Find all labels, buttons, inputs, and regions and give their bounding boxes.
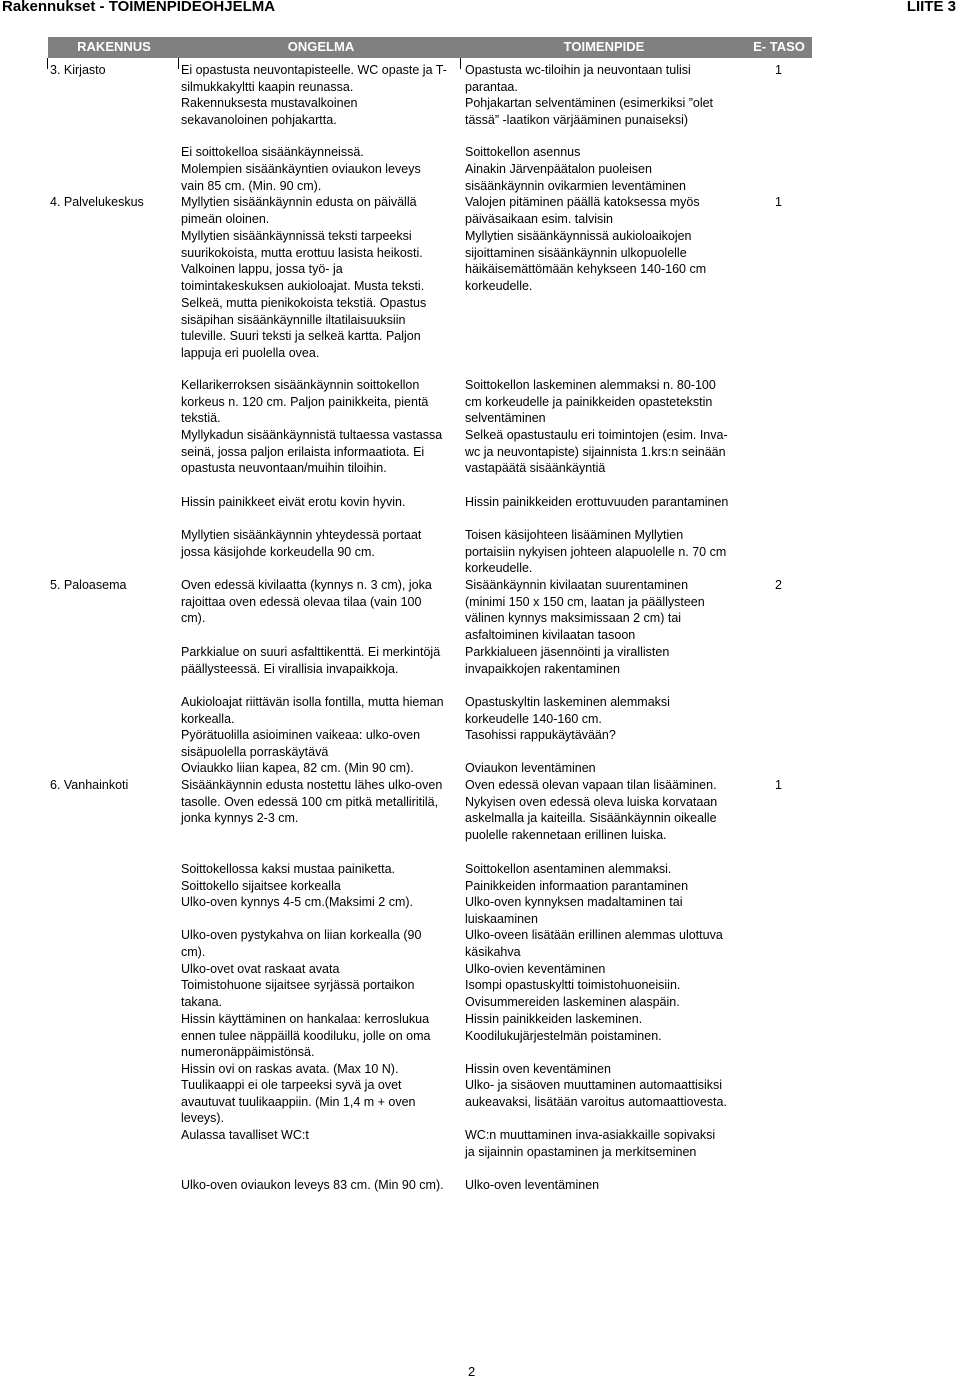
problem-text: Ulko-oven kynnys 4-5 cm.(Maksimi 2 cm). <box>181 895 413 909</box>
action-text: Sisäänkäynnin kivilaatan suurentaminen (minimi 150 x 150 cm, laatan ja päällysteen välinen kynnys maksimissaan 2 cm) tai asfaltoiminen kivilaatan tasoon <box>465 578 705 643</box>
action-text: Soittokellon laskeminen alemmaksi n. 80-100 cm korkeudelle ja painikkeiden opastetekstin selventäminen <box>465 378 716 426</box>
action-text: Ulko-oven leventäminen <box>465 1178 600 1192</box>
building-vanhainkoti: 6. Vanhainkoti <box>50 778 129 792</box>
action-text: Ainakin Järvenpäätalon puoleisen sisäänkäynnin ovikarmien leventäminen <box>465 162 686 193</box>
column-header-level: E- TASO <box>753 39 805 54</box>
action-text: Hissin oven keventäminen <box>465 1062 611 1076</box>
problem-text: Soittokellossa kaksi mustaa painiketta. Soittokello sijaitsee korkealla <box>181 862 395 893</box>
e-level: 1 <box>775 63 782 77</box>
problem-text: Ei opastusta neuvontapisteelle. WC opaste ja T- silmukkakyltti kaapin reunassa. <box>181 63 447 94</box>
problem-text: Ulko-oven oviaukon leveys 83 cm. (Min 90 cm). <box>181 1178 444 1192</box>
building-palvelukeskus: 4. Palvelukeskus <box>50 195 144 209</box>
table-divider <box>460 58 461 69</box>
problem-text: Myllytien sisäänkäynnin edusta on päivällä pimeän oloinen. <box>181 195 417 226</box>
problem-text: Rakennuksesta mustavalkoinen sekavanoloinen pohjakartta. <box>181 96 358 127</box>
problem-text: Oviaukko liian kapea, 82 cm. (Min 90 cm). <box>181 761 414 775</box>
action-text: Oven edessä olevan vapaan tilan lisääminen. Nykyisen oven edessä oleva luiska korvataan askelmalla ja kaiteilla. Sisäänkäynnin oikealle puolelle rakennetaan erillinen luiska. <box>465 778 718 843</box>
problem-text: Myllytien sisäänkäynnissä teksti tarpeeksi suurikokoista, mutta erottuu lasista heikosti. Valkoinen lappu, jossa työ- ja toimintakeskuksen aukioloajat. Musta teksti. Selkeä, mutta pienikokoista tekstiä. Opastus sisäpihan sisäänkäynnille iltatilaisuuksiin tuleville. Suuri teksti ja selkeä kartta. Paljon lappuja eri puolella ovea. <box>181 229 427 360</box>
problem-text: Toimistohuone sijaitsee syrjässä portaikon takana. <box>181 978 415 1009</box>
document-title: Rakennukset - TOIMENPIDEOHJELMA <box>2 0 276 15</box>
column-header-problem: ONGELMA <box>287 39 355 54</box>
action-text: Ulko- ja sisäoven muuttaminen automaattisiksi aukeavaksi, lisätään varoitus automaattiovesta. <box>465 1078 727 1109</box>
action-text: WC:n muuttaminen inva-asiakkaille sopivaksi ja sijainnin opastaminen ja merkitseminen <box>465 1128 716 1159</box>
page-number: 2 <box>468 1364 476 1379</box>
problem-text: Molempien sisäänkäyntien oviaukon leveys vain 85 cm. (Min. 90 cm). <box>181 162 421 193</box>
problem-text: Aulassa tavalliset WC:t <box>181 1128 309 1142</box>
table-header <box>48 37 812 58</box>
action-text: Parkkialueen jäsennöinti ja virallisten invapaikkojen rakentaminen <box>465 645 670 676</box>
action-text: Ulko-oveen lisätään erillinen alemmas ulottuva käsikahva <box>465 928 723 959</box>
action-text: Valojen pitäminen päällä katoksessa myös päiväsaikaan esim. talvisin <box>465 195 700 226</box>
problem-text: Ulko-ovet ovat raskaat avata <box>181 962 340 976</box>
problem-text: Kellarikerroksen sisäänkäynnin soittokellon korkeus n. 120 cm. Paljon painikkeita, pientä tekstiä. <box>181 378 429 426</box>
problem-text: Sisäänkäynnin edusta nostettu lähes ulko-oven tasolle. Oven edessä 100 cm pitkä metalliritilä, jonka kynnys 2-3 cm. <box>181 778 443 826</box>
action-text: Soittokellon asentaminen alemmaksi. Painikkeiden informaation parantaminen <box>465 862 689 893</box>
problem-text: Aukioloajat riittävän isolla fontilla, mutta hieman korkealla. <box>181 695 444 726</box>
problem-text: Hissin ovi on raskas avata. (Max 10 N). <box>181 1062 399 1076</box>
action-text: Soittokellon asennus <box>465 145 581 159</box>
action-text: Opastuskyltin laskeminen alemmaksi korkeudelle 140-160 cm. <box>465 695 670 726</box>
problem-text: Pyörätuolilla asioiminen vaikeaa: ulko-oven sisäpuolella porraskäytävä <box>181 728 421 759</box>
building-kirjasto: 3. Kirjasto <box>50 63 106 77</box>
problem-text: Ei soittokelloa sisäänkäynneissä. <box>181 145 364 159</box>
column-header-action: TOIMENPIDE <box>563 39 645 54</box>
action-text: Hissin painikkeiden erottuvuuden parantaminen <box>465 495 729 509</box>
column-header-building: RAKENNUS <box>77 39 151 54</box>
action-text: Ulko-ovien keventäminen <box>465 962 606 976</box>
building-paloasema: 5. Paloasema <box>50 578 127 592</box>
table-left-border <box>47 58 48 69</box>
action-text: Myllytien sisäänkäynnissä aukioloaikojen sijoittaminen sisäänkäynnin ulkopuolelle häikäisemättömään kehykseen 140-160 cm korkeudelle. <box>465 229 707 294</box>
e-level: 2 <box>775 578 782 592</box>
action-text: Toisen käsijohteen lisääminen Myllytien portaisiin nykyisen johteen alapuolelle n. 70 cm korkeudelle. <box>465 528 727 576</box>
action-text: Opastusta wc-tiloihin ja neuvontaan tulisi parantaa. <box>465 63 691 94</box>
problem-text: Parkkialue on suuri asfalttikenttä. Ei merkintöjä päällysteessä. Ei virallisia invapaikkoja. <box>181 645 441 676</box>
problem-text: Hissin painikkeet eivät erotu kovin hyvin. <box>181 495 406 509</box>
problem-text: Tuulikaappi ei ole tarpeeksi syvä ja ovet avautuvat tuulikaappiin. (Min 1,4 m + oven leveys). <box>181 1078 416 1126</box>
action-text: Tasohissi rappukäytävään? <box>465 728 616 742</box>
table-divider <box>178 58 179 69</box>
problem-text: Myllytien sisäänkäynnin yhteydessä portaat jossa käsijohde korkeudella 90 cm. <box>181 528 422 559</box>
problem-text: Hissin käyttäminen on hankalaa: kerroslukua ennen tulee näppäillä koodiluku, jolle on oma numeronäppäimistönsä. <box>181 1012 431 1060</box>
action-text: Selkeä opastustaulu eri toimintojen (esim. Inva- wc ja neuvontapiste) sijainnista 1.krs:n seinään vastapäätä sisäänkäyntiä <box>465 428 728 476</box>
action-text: Oviaukon leventäminen <box>465 761 596 775</box>
appendix-label: LIITE 3 <box>906 0 956 15</box>
action-text: Hissin painikkeiden laskeminen. Koodilukujärjestelmän poistaminen. <box>465 1012 662 1043</box>
problem-text: Oven edessä kivilaatta (kynnys n. 3 cm), joka rajoittaa oven edessä olevaa tilaa (vain 100 cm). <box>181 578 432 626</box>
problem-text: Myllykadun sisäänkäynnistä tultaessa vastassa seinä, jossa paljon erilaista informaatiota. Ei opastusta neuvontaan/muihin tiloihin. <box>181 428 443 476</box>
action-text: Pohjakartan selventäminen (esimerkiksi ”olet tässä” -laatikon värjääminen punaiseksi) <box>465 96 714 127</box>
e-level: 1 <box>775 195 782 209</box>
action-text: Ulko-oven kynnyksen madaltaminen tai luiskaaminen <box>465 895 683 926</box>
action-text: Isompi opastuskyltti toimistohuoneisiin. Ovisummereiden laskeminen alaspäin. <box>465 978 681 1009</box>
e-level: 1 <box>775 778 782 792</box>
problem-text: Ulko-oven pystykahva on liian korkealla (90 cm). <box>181 928 422 959</box>
